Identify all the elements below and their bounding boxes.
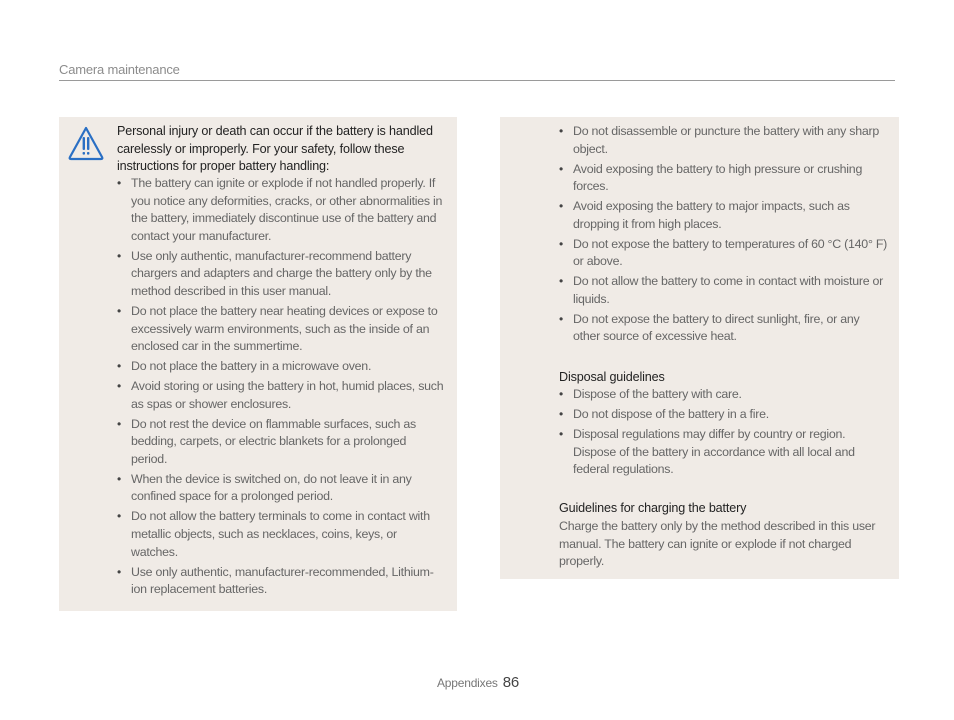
warning-triangle-icon (67, 125, 105, 161)
list-item: • Do not dispose of the battery in a fire. (559, 406, 889, 424)
list-item: • Do not disassemble or puncture the battery with any sharp object. (559, 123, 889, 158)
header-divider (59, 80, 895, 81)
list-item: • Do not place the battery in a microwave oven. (117, 358, 445, 376)
disposal-heading: Disposal guidelines (559, 370, 665, 384)
list-item: • Avoid exposing the battery to major impacts, such as dropping it from high places. (559, 198, 889, 233)
list-item: • Use only authentic, manufacturer-recommended, Lithium-ion replacement batteries. (117, 564, 445, 599)
list-item: • Do not allow the battery to come in contact with moisture or liquids. (559, 273, 889, 308)
list-item: • Do not place the battery near heating devices or expose to excessively warm environments, such as the inside of an enclosed car in the summertime. (117, 303, 445, 356)
list-item: • Do not allow the battery terminals to come in contact with metallic objects, such as necklaces, coins, keys, or watches. (117, 508, 445, 561)
list-item: • Dispose of the battery with care. (559, 386, 889, 404)
list-item: • Avoid storing or using the battery in hot, humid places, such as spas or shower enclosures. (117, 378, 445, 413)
list-item: • Do not expose the battery to direct sunlight, fire, or any other source of excessive heat. (559, 311, 889, 346)
page-footer (437, 674, 519, 691)
continued-list (559, 123, 889, 348)
section-header: Camera maintenance (59, 62, 180, 77)
list-item: • Do not expose the battery to temperatures of 60 °C (140° F) or above. (559, 236, 889, 271)
disposal-list (559, 386, 889, 481)
list-item: • Do not rest the device on flammable surfaces, such as bedding, carpets, or electric blankets for a prolonged period. (117, 416, 445, 469)
charging-heading: Guidelines for charging the battery (559, 501, 747, 515)
list-item: • Use only authentic, manufacturer-recommend battery chargers and adapters and charge the battery only by the method described in this user manual. (117, 248, 445, 301)
warning-list (117, 175, 445, 601)
list-item: • Avoid exposing the battery to high pressure or crushing forces. (559, 161, 889, 196)
list-item: • Disposal regulations may differ by country or region. Dispose of the battery in accordance with all local and federal regulations. (559, 426, 889, 479)
charging-text: Charge the battery only by the method described in this user manual. The battery can ignite or explode if not charged properly. (559, 519, 876, 569)
page-number: 86 (502, 674, 520, 691)
list-item: • The battery can ignite or explode if not handled properly. If you notice any deformities, cracks, or other abnormalities in the battery, immediately discontinue use of the battery and contact your manufacturer. (117, 175, 445, 245)
warning-title: Personal injury or death can occur if the battery is handled carelessly or improperly. For your safety, follow these instructions for proper battery handling: (117, 124, 433, 173)
footer-label: Appendixes (437, 676, 498, 690)
list-item: • When the device is switched on, do not leave it in any confined space for a prolonged period. (117, 471, 445, 506)
